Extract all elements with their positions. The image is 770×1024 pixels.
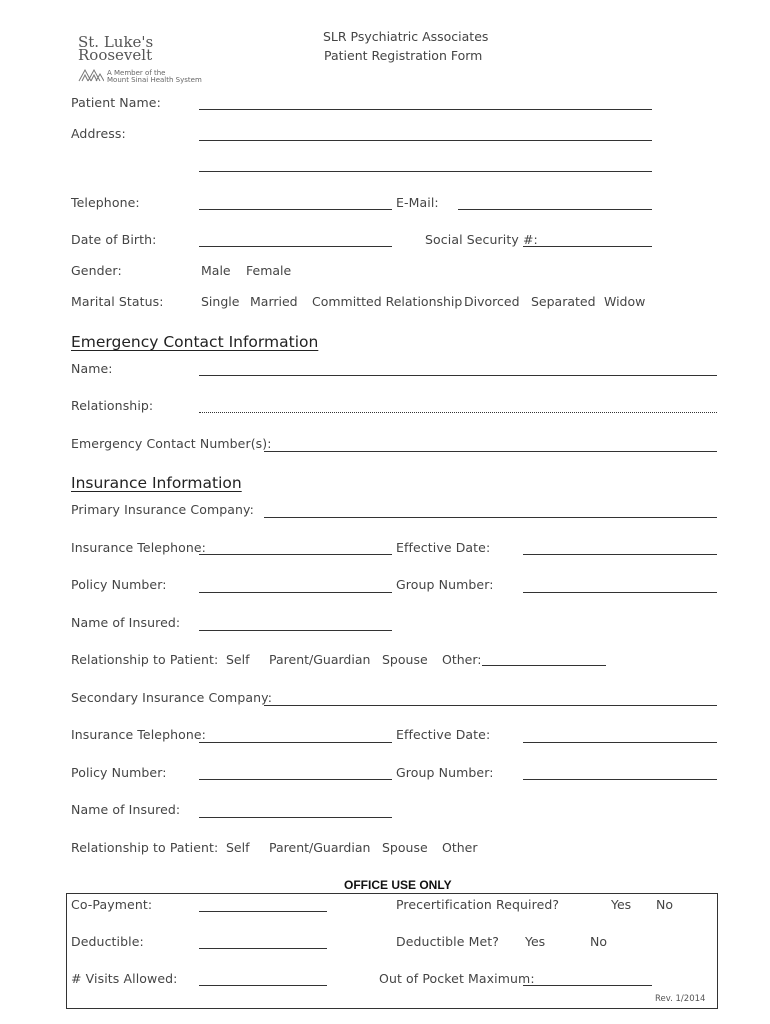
secondary-effective-date-label: Effective Date: bbox=[396, 727, 491, 742]
logo-member-line1: A Member of the bbox=[107, 69, 166, 77]
secondary-ins-telephone-field[interactable] bbox=[199, 742, 392, 743]
emergency-name-field[interactable] bbox=[199, 375, 717, 376]
telephone-field[interactable] bbox=[199, 209, 392, 210]
copayment-label: Co-Payment: bbox=[71, 897, 153, 912]
secondary-policy-number-field[interactable] bbox=[199, 779, 392, 780]
secondary-rel-option-parent-guardian[interactable]: Parent/Guardian bbox=[269, 840, 371, 855]
out-of-pocket-field[interactable] bbox=[523, 985, 652, 986]
visits-allowed-label: # Visits Allowed: bbox=[71, 971, 178, 986]
mount-sinai-logo-icon bbox=[78, 68, 104, 82]
primary-group-number-field[interactable] bbox=[523, 592, 717, 593]
email-field[interactable] bbox=[458, 209, 652, 210]
primary-insurance-label: Primary Insurance Company: bbox=[71, 502, 254, 517]
primary-ins-telephone-field[interactable] bbox=[199, 554, 392, 555]
primary-rel-option-other-label[interactable]: Other: bbox=[442, 652, 482, 667]
primary-insurance-field[interactable] bbox=[264, 517, 717, 518]
deductible-met-no-option[interactable]: No bbox=[590, 934, 607, 949]
primary-name-of-insured-label: Name of Insured: bbox=[71, 615, 181, 630]
primary-rel-option-parent-guardian[interactable]: Parent/Guardian bbox=[269, 652, 371, 667]
secondary-policy-number-label: Policy Number: bbox=[71, 765, 167, 780]
secondary-name-of-insured-label: Name of Insured: bbox=[71, 802, 181, 817]
deductible-field[interactable] bbox=[199, 948, 327, 949]
secondary-group-number-label: Group Number: bbox=[396, 765, 494, 780]
emergency-number-field[interactable] bbox=[264, 451, 717, 452]
deductible-met-yes-option[interactable]: Yes bbox=[525, 934, 546, 949]
marital-option-separated[interactable]: Separated bbox=[531, 294, 596, 309]
primary-ins-telephone-label: Insurance Telephone: bbox=[71, 540, 206, 555]
visits-allowed-field[interactable] bbox=[199, 985, 327, 986]
deductible-met-label: Deductible Met? bbox=[396, 934, 500, 949]
revision-note: Rev. 1/2014 bbox=[655, 994, 706, 1004]
form-title: Patient Registration Form bbox=[324, 48, 483, 63]
org-name: SLR Psychiatric Associates bbox=[323, 29, 489, 44]
primary-group-number-label: Group Number: bbox=[396, 577, 494, 592]
primary-effective-date-label: Effective Date: bbox=[396, 540, 491, 555]
primary-rel-option-self[interactable]: Self bbox=[226, 652, 250, 667]
primary-rel-other-field[interactable] bbox=[482, 665, 606, 666]
ssn-label: Social Security #: bbox=[425, 232, 538, 247]
logo-name-line1: St. Luke's bbox=[78, 33, 154, 51]
patient-name-label: Patient Name: bbox=[71, 95, 161, 110]
secondary-rel-option-self[interactable]: Self bbox=[226, 840, 250, 855]
logo-member-line2: Mount Sinai Health System bbox=[107, 76, 202, 84]
gender-label: Gender: bbox=[71, 263, 122, 278]
primary-effective-date-field[interactable] bbox=[523, 554, 717, 555]
dob-label: Date of Birth: bbox=[71, 232, 157, 247]
secondary-rel-option-other[interactable]: Other bbox=[442, 840, 478, 855]
secondary-insurance-field[interactable] bbox=[264, 705, 717, 706]
address-label: Address: bbox=[71, 126, 126, 141]
address-field-line2[interactable] bbox=[199, 171, 652, 172]
emergency-contact-heading: Emergency Contact Information bbox=[71, 333, 319, 351]
telephone-label: Telephone: bbox=[71, 195, 140, 210]
emergency-number-label: Emergency Contact Number(s): bbox=[71, 436, 272, 451]
secondary-group-number-field[interactable] bbox=[523, 779, 717, 780]
secondary-insurance-label: Secondary Insurance Company: bbox=[71, 690, 273, 705]
emergency-relationship-label: Relationship: bbox=[71, 398, 154, 413]
address-field-line1[interactable] bbox=[199, 140, 652, 141]
deductible-label: Deductible: bbox=[71, 934, 144, 949]
marital-option-widow[interactable]: Widow bbox=[604, 294, 646, 309]
office-use-title: OFFICE USE ONLY bbox=[344, 878, 452, 892]
emergency-name-label: Name: bbox=[71, 361, 113, 376]
marital-option-divorced[interactable]: Divorced bbox=[464, 294, 520, 309]
marital-option-single[interactable]: Single bbox=[201, 294, 240, 309]
insurance-heading: Insurance Information bbox=[71, 474, 242, 492]
primary-relationship-label: Relationship to Patient: bbox=[71, 652, 219, 667]
patient-name-field[interactable] bbox=[199, 109, 652, 110]
primary-name-of-insured-field[interactable] bbox=[199, 630, 392, 631]
ssn-field[interactable] bbox=[523, 246, 652, 247]
logo-name-line2: Roosevelt bbox=[78, 46, 153, 64]
marital-option-married[interactable]: Married bbox=[250, 294, 298, 309]
dob-field[interactable] bbox=[199, 246, 392, 247]
primary-policy-number-label: Policy Number: bbox=[71, 577, 167, 592]
primary-policy-number-field[interactable] bbox=[199, 592, 392, 593]
gender-option-female[interactable]: Female bbox=[246, 263, 292, 278]
precert-yes-option[interactable]: Yes bbox=[611, 897, 632, 912]
secondary-effective-date-field[interactable] bbox=[523, 742, 717, 743]
secondary-rel-option-spouse[interactable]: Spouse bbox=[382, 840, 428, 855]
secondary-name-of-insured-field[interactable] bbox=[199, 817, 392, 818]
secondary-ins-telephone-label: Insurance Telephone: bbox=[71, 727, 206, 742]
marital-status-label: Marital Status: bbox=[71, 294, 164, 309]
precert-no-option[interactable]: No bbox=[656, 897, 673, 912]
copayment-field[interactable] bbox=[199, 911, 327, 912]
email-label: E-Mail: bbox=[396, 195, 439, 210]
secondary-relationship-label: Relationship to Patient: bbox=[71, 840, 219, 855]
gender-option-male[interactable]: Male bbox=[201, 263, 231, 278]
precertification-label: Precertification Required? bbox=[396, 897, 560, 912]
marital-option-committed[interactable]: Committed Relationship bbox=[312, 294, 463, 309]
out-of-pocket-label: Out of Pocket Maximum: bbox=[379, 971, 535, 986]
primary-rel-option-spouse[interactable]: Spouse bbox=[382, 652, 428, 667]
emergency-relationship-field[interactable] bbox=[199, 412, 717, 413]
